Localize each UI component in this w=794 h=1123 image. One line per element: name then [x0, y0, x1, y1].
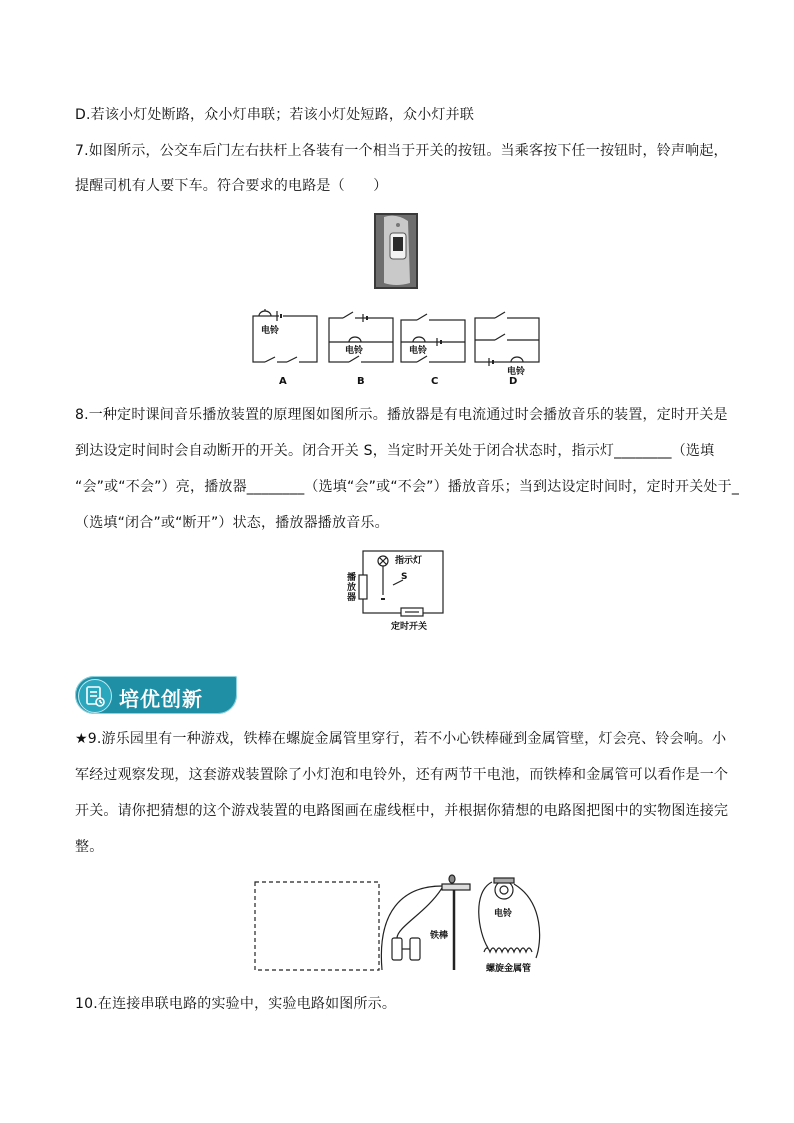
q8-stem-line4: （选填“闭合”或“断开”）状态，播放器播放音乐。 [75, 515, 389, 531]
lamp-label: 指示灯 [395, 556, 423, 566]
player-label: 播放器 [347, 573, 357, 603]
document-icon [78, 679, 112, 713]
q7-stem-line1: 7.如图所示，公交车后门左右扶杆上各装有一个相当于开关的按钮。当乘客按下任一按钮时，铃声响起， [75, 143, 728, 159]
q9-stem-line4: 整。 [75, 839, 104, 855]
bell-label-d: 电铃 [507, 367, 526, 377]
bell-label: 电铃 [494, 909, 513, 919]
bus-button-photo [374, 213, 418, 289]
q9-game-apparatus [252, 872, 548, 976]
section-banner [75, 676, 237, 714]
q8-stem-line1: 8.一种定时课间音乐播放装置的原理图如图所示。播放器是有电流通过时会播放音乐的装置，定时开关是 [75, 407, 728, 423]
option-label-d: D [509, 376, 518, 387]
switch-s-label: S [401, 572, 408, 582]
rod-label: 铁棒 [430, 931, 449, 941]
q7-circuit-options [245, 306, 555, 390]
q10-stem: 10.在连接串联电路的实验中，实验电路如图所示。 [75, 996, 397, 1012]
q8-timer-circuit [345, 547, 451, 631]
coil-label: 螺旋金属管 [486, 964, 532, 974]
q8-stem-line2: 到达设定时间时会自动断开的开关。闭合开关 S，当定时开关处于闭合状态时，指示灯________（选填 [75, 443, 715, 459]
section-title: 培优创新 [119, 687, 203, 711]
option-label-c: C [431, 376, 439, 387]
option-label-b: B [357, 376, 365, 387]
bell-label-c: 电铃 [409, 346, 428, 356]
bell-label-b: 电铃 [345, 346, 364, 356]
timer-switch-label: 定时开关 [391, 622, 428, 632]
answer-dashed-box [255, 882, 379, 970]
q8-stem-line3: “会”或“不会”）亮，播放器________（选填“会”或“不会”）播放音乐；当到达设定时间时，定时开关处于_ [75, 479, 740, 495]
bell-label-a: 电铃 [261, 326, 280, 336]
option-label-a: A [279, 376, 287, 387]
q9-stem-line1: ★9.游乐园里有一种游戏，铁棒在螺旋金属管里穿行，若不小心铁棒碰到金属管壁，灯会亮、铃会响。小 [75, 731, 727, 747]
q7-stem-line2: 提醒司机有人要下车。符合要求的电路是（ ） [75, 178, 388, 194]
q9-stem-line3: 开关。请你把猜想的这个游戏装置的电路图画在虚线框中，并根据你猜想的电路图把图中的实物图连接完 [75, 803, 729, 819]
q9-stem-line2: 军经过观察发现，这套游戏装置除了小灯泡和电铃外，还有两节干电池，而铁棒和金属管可以看作是一个 [75, 767, 729, 783]
q6-option-d: D.若该小灯处断路，众小灯串联；若该小灯处短路，众小灯并联 [75, 107, 475, 123]
circuit-d [475, 312, 539, 366]
